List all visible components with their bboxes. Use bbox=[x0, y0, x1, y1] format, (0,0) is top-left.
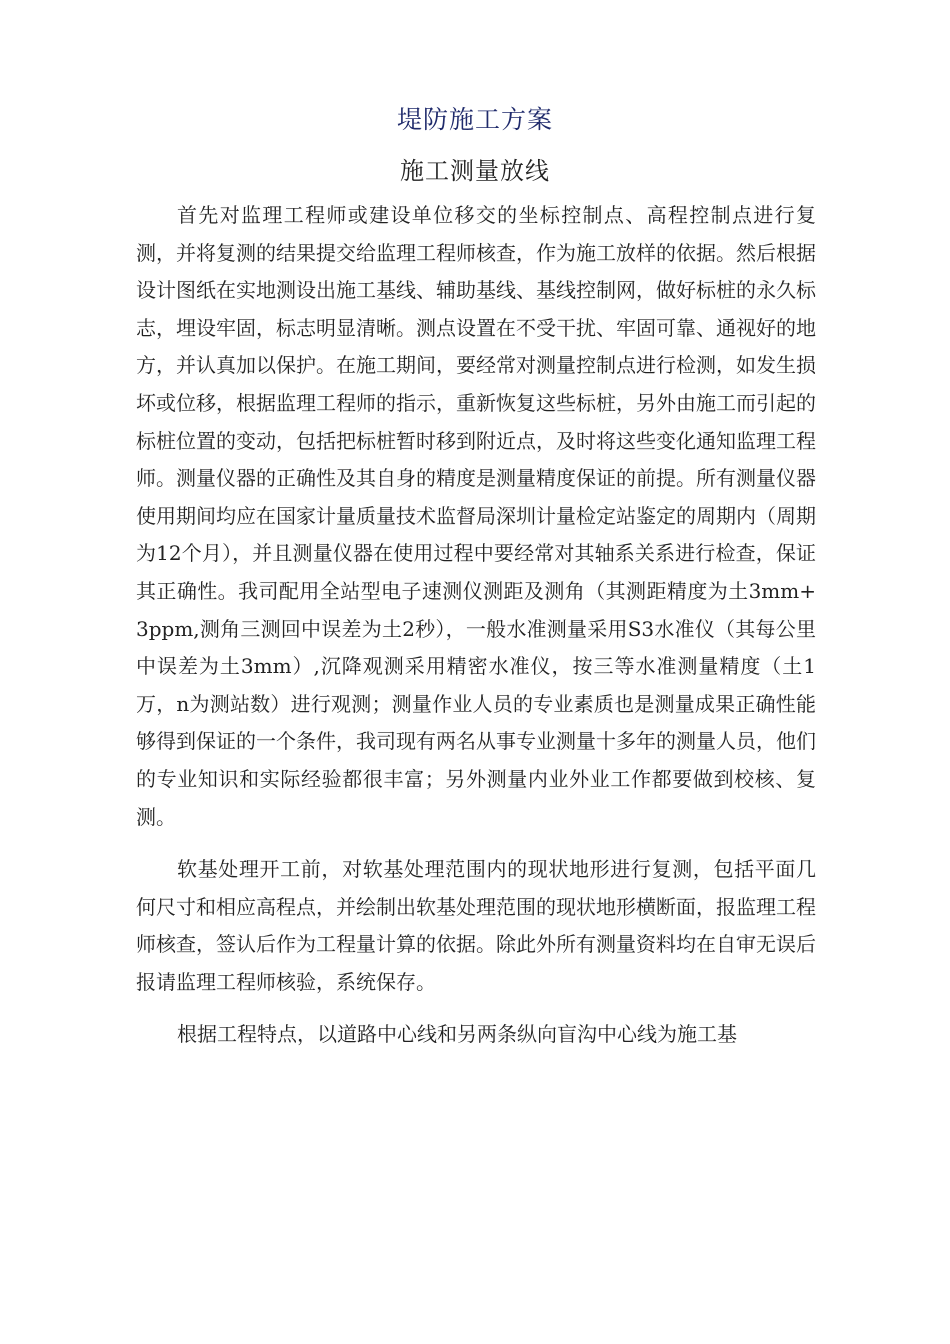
paragraph: 首先对监理工程师或建设单位移交的坐标控制点、高程控制点进行复测，并将复测的结果提交给监理工程师核查，作为施工放样的依据。然后根据设计图纸在实地测设出施工基线、辅助基线、基线控制网，做好标桩的永久标志，埋设牢固，标志明显清晰。测点设置在不受干扰、牢固可靠、通视好的地方，并认真加以保护。在施工期间，要经常对测量控制点进行检测，如发生损坏或位移，根据监理工程师的指示，重新恢复这些标桩，另外由施工而引起的标桩位置的变动，包括把标桩暂时移到附近点，及时将这些变化通知监理工程师。测量仪器的正确性及其自身的精度是测量精度保证的前提。所有测量仪器使用期间均应在国家计量质量技术监督局深圳计量检定站鉴定的周期内（周期为12个月），并且测量仪器在使用过程中要经常对其轴系关系进行检查，保证其正确性。我司配用全站型电子速测仪测距及测角（其测距精度为土3mm+3ppm,测角三测回中误差为土2秒），一般水准测量采用S3水准仪（其每公里中误差为土3mm）,沉降观测采用精密水准仪，按三等水准测量精度（土1万，n为测站数）进行观测；测量作业人员的专业素质也是测量成果正确性能够得到保证的一个条件，我司现有两名从事专业测量十多年的测量人员，他们的专业知识和实际经验都很丰富；另外测量内业外业工作都要做到校核、复测。 bbox=[136, 203, 816, 829]
document-title: 堤防施工方案 bbox=[396, 105, 553, 134]
document-body bbox=[136, 197, 816, 1069]
paragraph: 软基处理开工前，对软基处理范围内的现状地形进行复测，包括平面几何尺寸和相应高程点，并绘制出软基处理范围的现状地形横断面，报监理工程师核查，签认后作为工程量计算的依据。除此外所有测量资料均在自审无误后报请监理工程师核验，系统保存。 bbox=[136, 857, 816, 994]
section-heading: 施工测量放线 bbox=[400, 157, 550, 185]
paragraph: 根据工程特点，以道路中心线和另两条纵向盲沟中心线为施工基 bbox=[177, 1022, 737, 1047]
